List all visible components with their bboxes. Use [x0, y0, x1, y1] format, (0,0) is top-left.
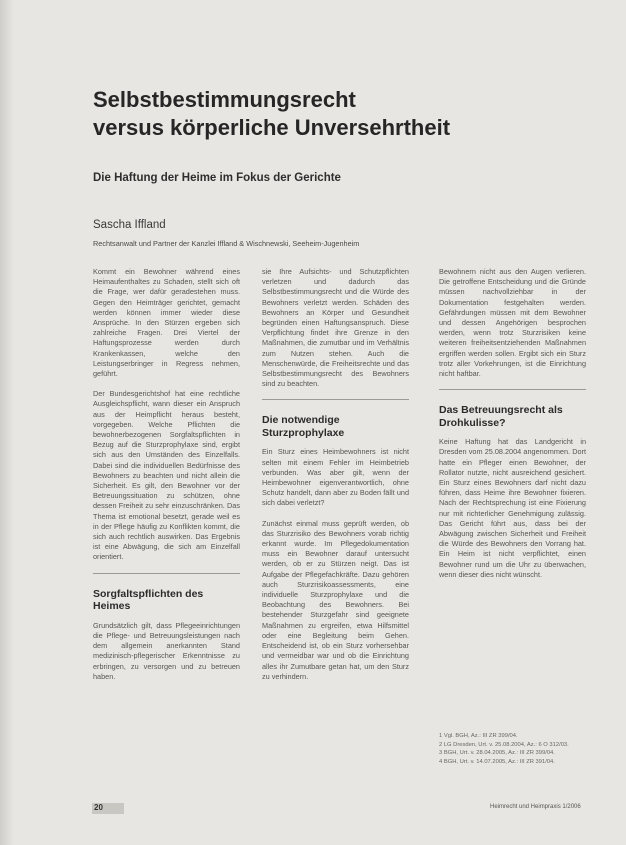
page-binding-shadow	[0, 0, 14, 845]
page-number: 20	[94, 803, 103, 812]
section-heading: Sorgfaltspflichten des Heimes	[93, 587, 204, 613]
title-line-2: versus körperliche Unversehrtheit	[93, 115, 451, 140]
section-divider	[439, 389, 586, 390]
paragraph: Grundsätzlich gilt, dass Pflegeeinrichtungen die Pflege- und Betreuungsleistungen nach dem allgemein anerkannten Stand medizinisch-pflegerischer Erkenntnisse zu erbringen, zu versorgen und zu betreuen haben.	[93, 620, 240, 681]
paragraph: sie Ihre Aufsichts- und Schutzpflichten verletzen und dadurch das Selbstbestimmungsrecht und die Würde des Bewohners verletzt werden. Schäden des Bewohners an Körper und Gesundheit begründen einen Haftungsanspruch. Diese Verpflichtung findet ihre Grenze in den Maßnahmen, die zumutbar und im Verhältnis zum Nutzen stehen. Auch die Menschenwürde, die Freiheitsrechte und das Selbstbestimmungsrecht des Bewohners sind zu beachten.	[262, 267, 409, 389]
section-heading: Die notwendige Sturzprophylaxe	[262, 414, 345, 439]
paragraph: Zunächst einmal muss geprüft werden, ob das Sturzrisiko des Bewohners vorab richtig erkannt wurde. Im Pflegedokumentation muss ein Bewohner darauf untersucht werden, ob er zu Stürzen neigt. Das ist Aufgabe der Pflegefachkräfte. Dazu gehören auch Sturzrisikoassessments, eine individuelle Sturzprophylaxe und die Beobachtung des Bewohners. Bei bestehender Sturzgefahr sind geeignete Maßnahmen zu ergreifen, etwa Hilfsmittel oder eine Begleitung beim Gehen. Entscheidend ist, ob ein Sturz vorhersehbar und vermeidbar war und ob die Einrichtung alles ihr Zumutbare getan hat, um den Sturz zu verhindern.	[262, 518, 409, 681]
column-1	[93, 267, 240, 692]
footnote: 1 Vgl. BGH, Az.: III ZR 399/04.	[439, 733, 518, 739]
section-heading: Das Betreuungsrecht als Drohkulisse?	[439, 404, 563, 429]
paragraph: Der Bundesgerichtshof hat eine rechtliche Ausgleichspflicht, wann dieser ein Anspruch aus der Heimpflicht heraus besteht, vorgegeben. Welche Pflichten die bewohnerbezogenen Sorgfaltspflichten in Bezug auf die Sturzprophylaxe sind, ergibt sich aus den Umständen des Einzelfalls. Dabei sind die individuellen Bedürfnisse des Bewohners zu beachten und nicht allein die Sicherheit. Es gilt, den Bewohner vor der Betreuungssituation zu schützen, ohne dessen Freiheit zu sehr einzuschränken. Das Thema ist emotional besetzt, gerade weil es in der Pflege häufig zu Konflikten kommt, die sich auch rechtlich auswirken. Das Ergebnis ist eine Abwägung, die sich am Einzelfall orientiert.	[93, 389, 240, 562]
paragraph: Kommt ein Bewohner während eines Heimaufenthaltes zu Schaden, stellt sich oft die Frage, wer dafür geradestehen muss. Gegen den Heimträger gerichtet, gemacht werden können immer wieder diese Ansprüche. In den Stürzen ergeben sich zahlreiche Fragen. Drei Viertel der Haftungsprozesse werden durch Krankenkassen, welche den Leistungserbringer in Regress nehmen, geführt.	[93, 267, 240, 379]
section-divider	[93, 573, 240, 574]
footnote: 4 BGH, Urt. v. 14.07.2005, Az.: III ZR 391/04.	[439, 758, 555, 765]
paragraph: Keine Haftung hat das Landgericht in Dresden vom 25.08.2004 angenommen. Dort hatte ein Pfleger einen Bewohner, der Rollator nutzte, nicht ausreichend gesichert. Ein Sturz eines Bewohners darf nicht dazu führen, dass Heime ihre Bewohner fixieren. Nach der Rechtsprechung ist eine Fixierung nur mit richterlicher Genehmigung zulässig. Das Gericht führt aus, dass bei der Abwägung zwischen Sicherheit und Freiheit die Würde des Bewohners den Vorrang hat. Ein Heim ist nicht verpflichtet, einen Bewohner rund um die Uhr zu überwachen, wenn dieser dies nicht wünscht.	[439, 437, 586, 579]
paragraph: Ein Sturz eines Heimbewohners ist nicht selten mit einem Fehler im Heimbetrieb verbunden. Was aber gilt, wenn der Heimbewohner eigenverantwortlich, ohne Schutz handelt, dann aber zu Boden fällt und sich dabei verletzt?	[262, 447, 409, 508]
author-affiliation: Rechtsanwalt und Partner der Kanzlei Iffland & Wischnewski, Seeheim-Jugenheim	[93, 239, 360, 248]
section-divider	[262, 399, 409, 400]
article-title	[93, 86, 513, 142]
footnotes	[439, 732, 586, 766]
column-3	[439, 267, 586, 590]
author-name: Sascha Iffland	[93, 219, 166, 231]
column-2	[262, 267, 409, 692]
title-line-1: Selbstbestimmungsrecht	[93, 87, 356, 112]
paragraph: Bewohnern nicht aus den Augen verlieren. Die getroffene Entscheidung und die Gründe müssen nachvollziehbar in der Dokumentation festgehalten werden. Gefährdungen müssen mit dem Bewohner und dessen Angehörigen besprochen werden, wenn trotz Sturzrisiken keine weiteren freiheitsentziehenden Maßnahmen ergriffen werden sollen. Ergibt sich ein Sturz trotz aller Vorkehrungen, ist die Einrichtung nicht haftbar.	[439, 267, 586, 379]
journal-footer: Heimrecht und Heimpraxis 1/2006	[490, 804, 581, 810]
article-subtitle: Die Haftung der Heime im Fokus der Gerichte	[93, 172, 341, 184]
footnote: 2 LG Dresden, Urt. v. 25.08.2004, Az.: 6 O 312/03.	[439, 741, 569, 748]
footnote: 3 BGH, Urt. v. 28.04.2005, Az.: III ZR 399/04.	[439, 750, 555, 756]
